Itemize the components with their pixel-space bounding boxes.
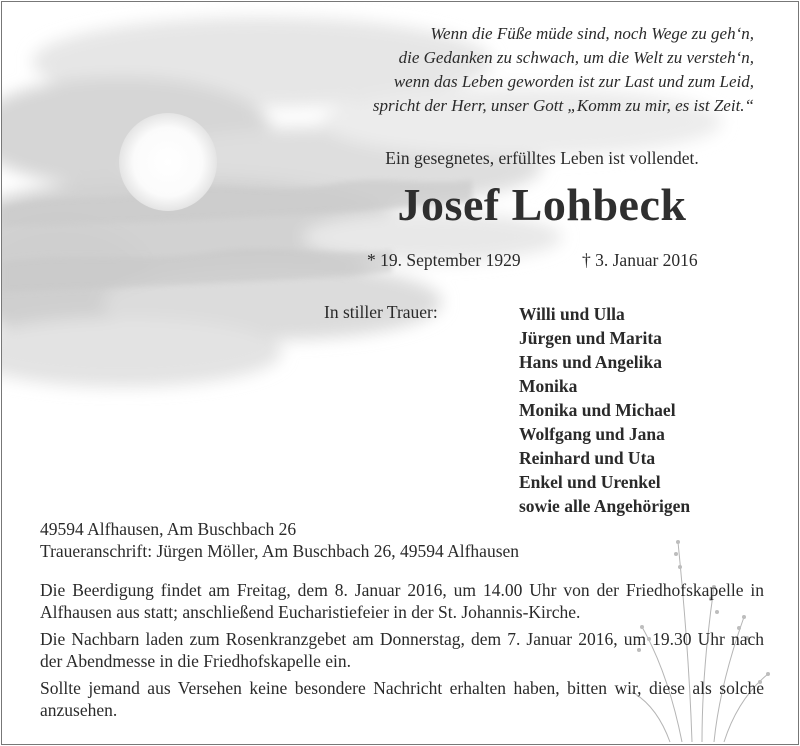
lead-sentence: Ein gesegnetes, erfülltes Leben ist vollendet. [385,148,699,168]
poem-verse [194,22,754,118]
funeral-notice: Die Beerdigung findet am Freitag, dem 8. Januar 2016, um 14.00 Uhr von der Friedhofskapelle in Alfhausen aus statt; anschließend Eucharistiefeier in der St. Johannis-Kirche. [40,580,764,622]
rosary-notice: Die Nachbarn laden zum Rosenkranzgebet am Donnerstag, dem 7. Januar 2016, um 19.30 Uhr nach der Abendmesse in die Friedhofskapelle ein. [40,629,764,671]
mourner-name: Enkel und Urenkel [519,472,661,492]
notification-notice: Sollte jemand aus Versehen keine besondere Nachricht erhalten haben, bitten wir, diese als solche anzusehen. [40,678,764,720]
mourner-name: Monika [519,376,578,396]
poem-line: Wenn die Füße müde sind, noch Wege zu geh‘n, [430,24,754,43]
mourner-name: Willi und Ulla [519,304,625,324]
birth-date: * 19. September 1929 [367,250,521,270]
deceased-name: Josef Lohbeck [397,179,687,230]
mourner-name: Jürgen und Marita [519,328,662,348]
life-dates [367,250,698,271]
mourner-name: Monika und Michael [519,400,676,420]
address-block [40,518,519,562]
mourners-list [519,302,690,518]
mourners-label: In stiller Trauer: [324,302,438,322]
mourner-name: Hans und Angelika [519,352,662,372]
poem-line: die Gedanken zu schwach, um die Welt zu versteh‘n, [398,48,754,67]
notice-text [40,579,764,726]
mourner-name: Wolfgang und Jana [519,424,665,444]
death-date: † 3. Januar 2016 [582,250,698,270]
home-address: 49594 Alfhausen, Am Buschbach 26 [40,519,297,539]
mourning-address: Traueranschrift: Jürgen Möller, Am Buschbach 26, 49594 Alfhausen [40,541,520,561]
poem-line: wenn das Leben geworden ist zur Last und zum Leid, [393,72,754,91]
obituary-card [1,1,799,745]
mourner-name: Reinhard und Uta [519,448,656,468]
mourner-name: sowie alle Angehörigen [519,496,691,516]
poem-line: spricht der Herr, unser Gott „Komm zu mir, es ist Zeit.“ [372,96,754,115]
moon-shape [119,113,217,211]
